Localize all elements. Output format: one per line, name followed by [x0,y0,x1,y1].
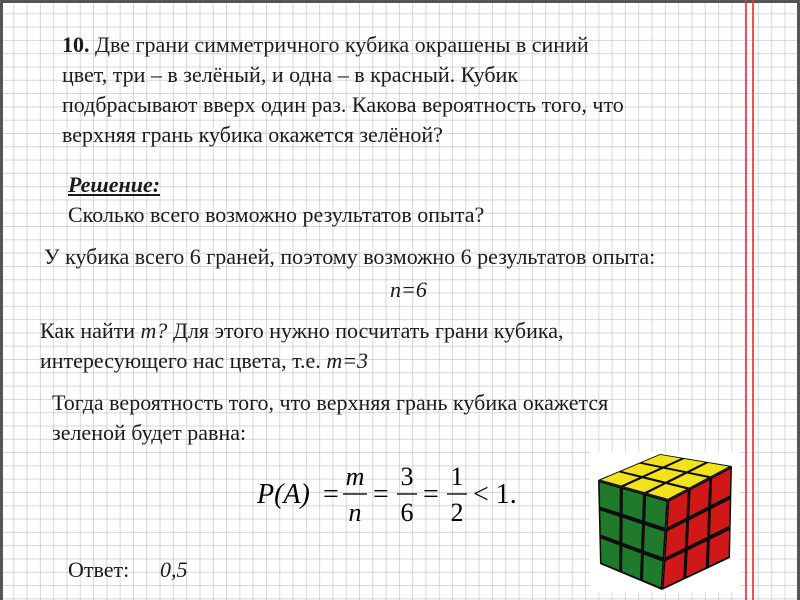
frac1-denominator: n [348,498,362,527]
frac1-numerator: m [345,462,365,491]
frac3-denominator: 2 [450,498,464,527]
formula-eq-3: = [423,479,439,510]
formula-eq-1: = [323,479,339,510]
frac3-numerator: 1 [450,462,464,491]
rubiks-cube-image [590,452,740,592]
then-line-2: зеленой будет равна: [52,420,247,445]
problem-line-1: Две грани симметричного кубика окрашены в синий [89,32,589,57]
formula-tail: < 1. [473,479,517,510]
problem-line-4: верхняя грань кубика окажется зелёной? [62,122,443,147]
m-line-2-m: m=3 [326,348,369,373]
n-equation: n=6 [390,277,427,302]
formula-lhs: P(A) [257,479,310,510]
m-explanation [40,316,760,376]
slide-frame-top [0,0,800,3]
m-line-1-m: m? [140,318,168,343]
problem-statement [62,30,762,150]
answer-label: Ответ: [68,557,130,582]
answer-value: 0,5 [160,557,188,582]
problem-line-3: подбрасывают вверх один раз. Какова вероятность того, что [62,92,624,117]
outcomes-count-text: У кубика всего 6 граней, поэтому возможно 6 результатов опыта: [44,244,656,269]
m-line-2-a: интересующего нас цвета, т.е. [40,348,327,373]
m-line-1-a: Как найти [40,318,141,343]
solution-question: Сколько всего возможно результатов опыта? [68,202,485,227]
problem-number: 10. [62,32,90,57]
problem-line-2: цвет, три – в зелёный, и одна – в красный. Кубик [62,62,519,87]
m-line-1-b: Для этого нужно посчитать грани кубика, [167,318,564,343]
formula-eq-2: = [373,479,389,510]
then-line-1: Тогда вероятность того, что верхняя грань кубика окажется [52,390,609,415]
slide-frame-left [0,0,3,600]
frac2-denominator: 6 [400,498,414,527]
frac2-numerator: 3 [400,462,414,491]
probability-formula [255,455,525,535]
solution-title: Решение: [68,172,161,197]
probability-intro [52,388,752,448]
